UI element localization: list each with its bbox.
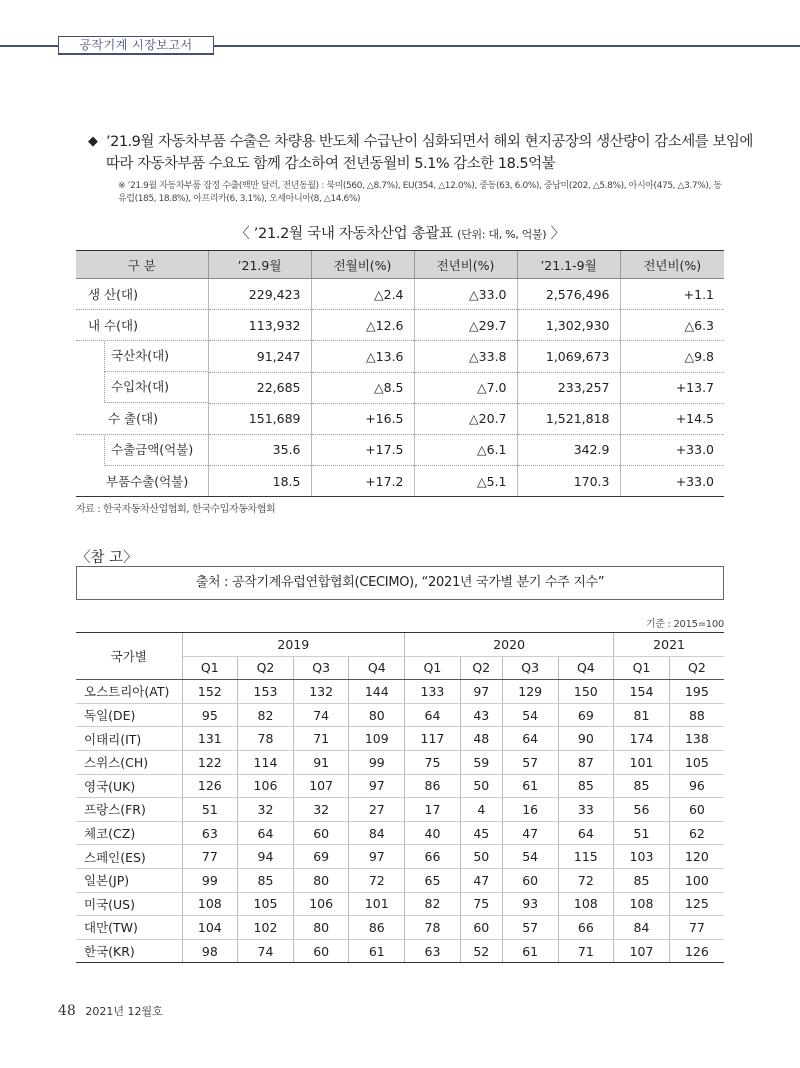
table-cell: 105 xyxy=(669,750,724,774)
table-cell: 132 xyxy=(293,680,349,704)
table-cell: 17 xyxy=(405,798,461,822)
table-cell: 72 xyxy=(349,868,405,892)
table-cell: 71 xyxy=(293,727,349,751)
row-label-text: 국산차(대) xyxy=(104,341,208,372)
table-cell: 120 xyxy=(669,845,724,869)
year-header: 2019 xyxy=(182,633,405,657)
table-cell: 101 xyxy=(349,892,405,916)
table-cell: 81 xyxy=(614,703,670,727)
table-cell: 27 xyxy=(349,798,405,822)
table-cell: 131 xyxy=(182,727,238,751)
table-cell: 154 xyxy=(614,680,670,704)
table-row xyxy=(76,703,724,727)
table-cell: 113,932 xyxy=(208,310,311,341)
quarter-header: Q3 xyxy=(502,656,558,680)
table-cell: 45 xyxy=(460,821,502,845)
table1-header: ’21.1-9월 xyxy=(517,251,620,279)
table-cell: △9.8 xyxy=(620,341,724,373)
table-cell: 48 xyxy=(460,727,502,751)
table-cell: 80 xyxy=(349,703,405,727)
table-cell: 61 xyxy=(502,939,558,963)
table-cell: 105 xyxy=(238,892,294,916)
table-row xyxy=(76,466,724,497)
table-cell: 107 xyxy=(614,939,670,963)
row-label xyxy=(76,341,208,373)
table-cell: 4 xyxy=(460,798,502,822)
table-cell: +17.5 xyxy=(311,434,414,466)
table-cell: 52 xyxy=(460,939,502,963)
table-cell: 78 xyxy=(238,727,294,751)
row-label: 내 수(대) xyxy=(76,310,208,341)
quarter-header: Q4 xyxy=(558,656,614,680)
table-cell: 1,521,818 xyxy=(517,403,620,434)
table-cell: △13.6 xyxy=(311,341,414,373)
table-cell: 82 xyxy=(405,892,461,916)
table-cell: 86 xyxy=(349,916,405,940)
table-row xyxy=(76,727,724,751)
table-cell: +13.7 xyxy=(620,372,724,403)
table-cell: 65 xyxy=(405,868,461,892)
report-title-tab: 공작기계 시장보고서 xyxy=(58,36,214,55)
table-cell: 35.6 xyxy=(208,434,311,466)
table-cell: +16.5 xyxy=(311,403,414,434)
table-row xyxy=(76,434,724,466)
quarter-header: Q2 xyxy=(238,656,294,680)
country-name: 영국(UK) xyxy=(76,774,182,798)
country-name: 미국(US) xyxy=(76,892,182,916)
table1-header: 전년비(%) xyxy=(620,251,724,279)
table-cell: 32 xyxy=(238,798,294,822)
table-cell: 108 xyxy=(182,892,238,916)
table-cell: 96 xyxy=(669,774,724,798)
table-cell: 85 xyxy=(614,868,670,892)
table-cell: 56 xyxy=(614,798,670,822)
table-cell: △5.1 xyxy=(414,466,517,497)
table-cell: 22,685 xyxy=(208,372,311,403)
table1-source: 자료 : 한국자동차산업협회, 한국수입자동차협회 xyxy=(76,504,276,515)
summary-text: ’21.9월 자동차부품 수출은 차량용 반도체 수급난이 심화되면서 해외 현지공장의 생산량이 감소세를 보임에 따라 자동차부품 수요도 함께 감소하여 전년동월비 5.1% 감소한 18.5억불 xyxy=(106,134,753,172)
table-row xyxy=(76,403,724,434)
table-cell: 80 xyxy=(293,916,349,940)
table-cell: 64 xyxy=(238,821,294,845)
table-cell: 90 xyxy=(558,727,614,751)
table-cell: 59 xyxy=(460,750,502,774)
country-name: 프랑스(FR) xyxy=(76,798,182,822)
table-cell: 85 xyxy=(558,774,614,798)
year-header: 2020 xyxy=(405,633,614,657)
quarter-header: Q2 xyxy=(669,656,724,680)
table-cell: 71 xyxy=(558,939,614,963)
country-name: 스위스(CH) xyxy=(76,750,182,774)
country-name: 오스트리아(AT) xyxy=(76,680,182,704)
quarter-header: Q1 xyxy=(405,656,461,680)
country-name: 이태리(IT) xyxy=(76,727,182,751)
table-cell: 60 xyxy=(669,798,724,822)
table-cell: 1,302,930 xyxy=(517,310,620,341)
footnote: ※ ’21.9월 자동차부품 잠정 수출(백만 달러, 전년동월) : 북미(560, △8.7%), EU(354, △12.0%), 중동(63, 6.0%), 중남미(202, △5.8%), 아시아(475, △3.7%), 동유럽(185, 18.8%), 아프리카(6, 3.1%), 오세아니아(8, △14.6%) xyxy=(118,181,722,204)
table-cell: △6.3 xyxy=(620,310,724,341)
diamond-bullet-icon: ◆ xyxy=(88,134,98,149)
table-cell: 64 xyxy=(405,703,461,727)
table-cell: 170.3 xyxy=(517,466,620,497)
table-cell: 99 xyxy=(182,868,238,892)
table2-year-row xyxy=(76,633,724,657)
table1-title-text: 〈 ’21.2월 국내 자동차산업 총괄표 xyxy=(235,226,453,242)
table-cell: 126 xyxy=(669,939,724,963)
table-cell: +17.2 xyxy=(311,466,414,497)
table-cell: 104 xyxy=(182,916,238,940)
year-header: 2021 xyxy=(614,633,724,657)
table-cell: +1.1 xyxy=(620,279,724,310)
table-cell: 75 xyxy=(460,892,502,916)
table-cell: 86 xyxy=(405,774,461,798)
index-basis: 기준 : 2015=100 xyxy=(645,619,724,630)
table-cell: △33.0 xyxy=(414,279,517,310)
table-cell: +33.0 xyxy=(620,466,724,497)
table-cell: 97 xyxy=(460,680,502,704)
table-cell: 91 xyxy=(293,750,349,774)
row-label-text: 수출금액(억불) xyxy=(104,435,208,466)
table-cell: 61 xyxy=(349,939,405,963)
table-cell: △20.7 xyxy=(414,403,517,434)
table-row xyxy=(76,372,724,403)
table-cell: 115 xyxy=(558,845,614,869)
table1-header: 구 분 xyxy=(76,251,208,279)
table-row xyxy=(76,341,724,373)
table-cell: 60 xyxy=(293,939,349,963)
table-row xyxy=(76,774,724,798)
table-row xyxy=(76,279,724,310)
table-row xyxy=(76,845,724,869)
table-cell: 64 xyxy=(502,727,558,751)
row-label xyxy=(76,434,208,466)
table-cell: 125 xyxy=(669,892,724,916)
table-cell: 97 xyxy=(349,774,405,798)
table-cell: 102 xyxy=(238,916,294,940)
table-cell: 106 xyxy=(293,892,349,916)
table-row xyxy=(76,939,724,963)
table-cell: 47 xyxy=(502,821,558,845)
table-cell: 51 xyxy=(614,821,670,845)
table-row xyxy=(76,868,724,892)
table1-title-close: 〉 xyxy=(550,226,565,242)
table-cell: 62 xyxy=(669,821,724,845)
row-label: 생 산(대) xyxy=(76,279,208,310)
table-cell: 342.9 xyxy=(517,434,620,466)
page-footer xyxy=(58,1003,163,1019)
table-cell: 75 xyxy=(405,750,461,774)
table-cell: 129 xyxy=(502,680,558,704)
table-cell: 117 xyxy=(405,727,461,751)
table-cell: 63 xyxy=(405,939,461,963)
quarter-header: Q2 xyxy=(460,656,502,680)
table-cell: 150 xyxy=(558,680,614,704)
table-cell: 2,576,496 xyxy=(517,279,620,310)
table-cell: 87 xyxy=(558,750,614,774)
table-cell: 60 xyxy=(460,916,502,940)
country-name: 체코(CZ) xyxy=(76,821,182,845)
table-cell: 16 xyxy=(502,798,558,822)
table-cell: 72 xyxy=(558,868,614,892)
table-cell: 69 xyxy=(293,845,349,869)
table-cell: △6.1 xyxy=(414,434,517,466)
table-cell: 61 xyxy=(502,774,558,798)
table-cell: 85 xyxy=(614,774,670,798)
table-cell: 78 xyxy=(405,916,461,940)
quarter-header: Q3 xyxy=(293,656,349,680)
quarter-header: Q1 xyxy=(182,656,238,680)
table-cell: 100 xyxy=(669,868,724,892)
table-cell: 233,257 xyxy=(517,372,620,403)
table-row xyxy=(76,798,724,822)
table-cell: 80 xyxy=(293,868,349,892)
table-cell: 74 xyxy=(238,939,294,963)
table-cell: 84 xyxy=(349,821,405,845)
table-cell: 144 xyxy=(349,680,405,704)
table-row xyxy=(76,821,724,845)
table-cell: 122 xyxy=(182,750,238,774)
table-cell: 50 xyxy=(460,845,502,869)
table-cell: 91,247 xyxy=(208,341,311,373)
table-cell: 99 xyxy=(349,750,405,774)
table-cell: 107 xyxy=(293,774,349,798)
table-cell: 66 xyxy=(405,845,461,869)
quarter-header: Q4 xyxy=(349,656,405,680)
row-label xyxy=(76,372,208,403)
table-cell: 74 xyxy=(293,703,349,727)
table1-header: 전월비(%) xyxy=(311,251,414,279)
table-cell: 66 xyxy=(558,916,614,940)
table-cell: 64 xyxy=(558,821,614,845)
table-cell: 32 xyxy=(293,798,349,822)
page-number: 48 xyxy=(58,1003,76,1019)
table-cell: 69 xyxy=(558,703,614,727)
table-cell: 151,689 xyxy=(208,403,311,434)
table1-header: 전년비(%) xyxy=(414,251,517,279)
reference-source-box: 출처 : 공작기계유럽연합협회(CECIMO), “2021년 국가별 분기 수주 지수” xyxy=(76,566,724,600)
table-cell: 63 xyxy=(182,821,238,845)
row-label: 수 출(대) xyxy=(76,403,208,434)
table-cell: 195 xyxy=(669,680,724,704)
table-cell: 57 xyxy=(502,750,558,774)
quarter-header: Q1 xyxy=(614,656,670,680)
table-cell: 229,423 xyxy=(208,279,311,310)
table-cell: 82 xyxy=(238,703,294,727)
table-cell: △7.0 xyxy=(414,372,517,403)
table-cell: 54 xyxy=(502,703,558,727)
table-cell: 109 xyxy=(349,727,405,751)
table-cell: 103 xyxy=(614,845,670,869)
order-index-table xyxy=(76,632,724,963)
auto-industry-summary-table xyxy=(76,250,724,497)
table-cell: 51 xyxy=(182,798,238,822)
table-row xyxy=(76,310,724,341)
table-cell: 101 xyxy=(614,750,670,774)
table-cell: 50 xyxy=(460,774,502,798)
table-cell: 77 xyxy=(182,845,238,869)
row-label-text: 수입차(대) xyxy=(104,372,208,403)
table-cell: +14.5 xyxy=(620,403,724,434)
table-cell: 54 xyxy=(502,845,558,869)
table-cell: 94 xyxy=(238,845,294,869)
table-cell: △29.7 xyxy=(414,310,517,341)
table-cell: +33.0 xyxy=(620,434,724,466)
summary-paragraph xyxy=(88,131,768,175)
reference-label: 〈참 고〉 xyxy=(76,550,138,566)
table-row xyxy=(76,916,724,940)
table-cell: 133 xyxy=(405,680,461,704)
country-name: 독일(DE) xyxy=(76,703,182,727)
table-cell: △33.8 xyxy=(414,341,517,373)
table-cell: 106 xyxy=(238,774,294,798)
row-label: 부품수출(억불) xyxy=(76,466,208,497)
table-row xyxy=(76,892,724,916)
table-cell: 108 xyxy=(558,892,614,916)
table-cell: 77 xyxy=(669,916,724,940)
table-cell: △8.5 xyxy=(311,372,414,403)
country-name: 스페인(ES) xyxy=(76,845,182,869)
country-name: 일본(JP) xyxy=(76,868,182,892)
table1-title xyxy=(0,222,800,243)
table-cell: 98 xyxy=(182,939,238,963)
table-cell: 43 xyxy=(460,703,502,727)
table-row xyxy=(76,680,724,704)
table1-header-row xyxy=(76,251,724,279)
table-cell: 1,069,673 xyxy=(517,341,620,373)
table-cell: 174 xyxy=(614,727,670,751)
table-cell: 47 xyxy=(460,868,502,892)
table-cell: 108 xyxy=(614,892,670,916)
table-cell: 57 xyxy=(502,916,558,940)
table-cell: 114 xyxy=(238,750,294,774)
table-cell: 93 xyxy=(502,892,558,916)
table-cell: △12.6 xyxy=(311,310,414,341)
country-name: 한국(KR) xyxy=(76,939,182,963)
table-cell: 88 xyxy=(669,703,724,727)
table-cell: 97 xyxy=(349,845,405,869)
country-name: 대만(TW) xyxy=(76,916,182,940)
table-cell: 85 xyxy=(238,868,294,892)
table-cell: 84 xyxy=(614,916,670,940)
table-row xyxy=(76,750,724,774)
table1-header: ’21.9월 xyxy=(208,251,311,279)
issue-label: 2021년 12월호 xyxy=(85,1005,163,1018)
table-cell: 126 xyxy=(182,774,238,798)
table-cell: 138 xyxy=(669,727,724,751)
country-header: 국가별 xyxy=(76,633,182,680)
table-cell: △2.4 xyxy=(311,279,414,310)
table-cell: 18.5 xyxy=(208,466,311,497)
table-cell: 33 xyxy=(558,798,614,822)
table-cell: 152 xyxy=(182,680,238,704)
table-cell: 60 xyxy=(502,868,558,892)
table-cell: 60 xyxy=(293,821,349,845)
table1-unit: (단위: 대, %, 억불) xyxy=(457,228,547,241)
table-cell: 95 xyxy=(182,703,238,727)
table-cell: 153 xyxy=(238,680,294,704)
table-cell: 40 xyxy=(405,821,461,845)
